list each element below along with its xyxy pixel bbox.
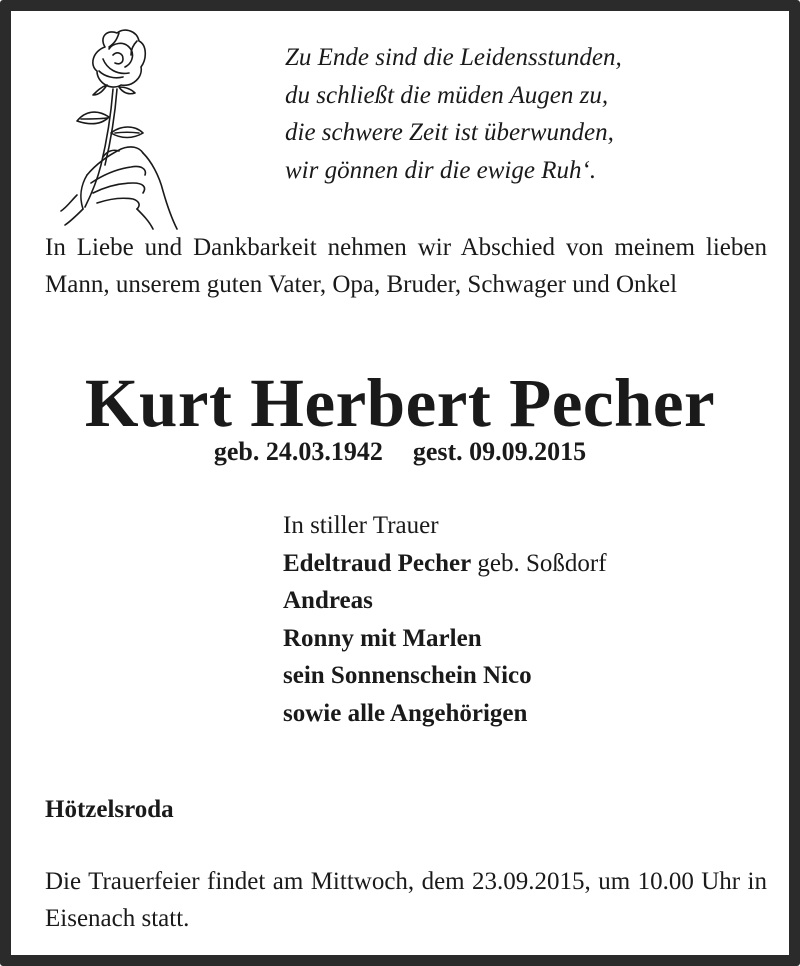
mourner-line: sein Sonnenschein Nico xyxy=(283,662,532,689)
location: Hötzelsroda xyxy=(45,796,174,823)
deceased-name: Kurt Herbert Pecher xyxy=(84,365,716,441)
poem-verse xyxy=(285,39,622,189)
funeral-info-text: Die Trauerfeier findet am Mittwoch, dem 23.09.2015, um 10.00 Uhr in Eisenach statt. xyxy=(45,868,767,932)
death-date: gest. 09.09.2015 xyxy=(412,437,587,466)
poem-line: du schließt die müden Augen zu, xyxy=(285,81,609,109)
mourner-line: Ronny mit Marlen xyxy=(283,624,482,652)
life-dates xyxy=(11,435,789,469)
mourner-line: Andreas xyxy=(283,587,373,614)
mourners-list xyxy=(283,507,607,732)
rose-in-hand-icon xyxy=(47,25,197,230)
mourning-heading: In stiller Trauer xyxy=(283,512,439,539)
mourner-line: sowie alle Angehörigen xyxy=(283,699,528,727)
mourner-wife-name: Edeltraud Pecher xyxy=(283,549,472,577)
farewell-intro-text: In Liebe und Dankbarkeit nehmen wir Abschied von meinem lieben Mann, unserem guten Vater, Opa, Bruder, Schwager und Onkel xyxy=(45,234,767,298)
poem-line: wir gönnen dir die ewige Ruh‘. xyxy=(285,156,597,184)
birth-date: geb. 24.03.1942 xyxy=(213,437,383,466)
mourner-line xyxy=(283,545,607,583)
mourner-wife-maiden-name: geb. Soßdorf xyxy=(477,549,607,577)
poem-line: die schwere Zeit ist überwunden, xyxy=(285,119,614,146)
poem-line: Zu Ende sind die Leidensstunden, xyxy=(285,44,622,71)
